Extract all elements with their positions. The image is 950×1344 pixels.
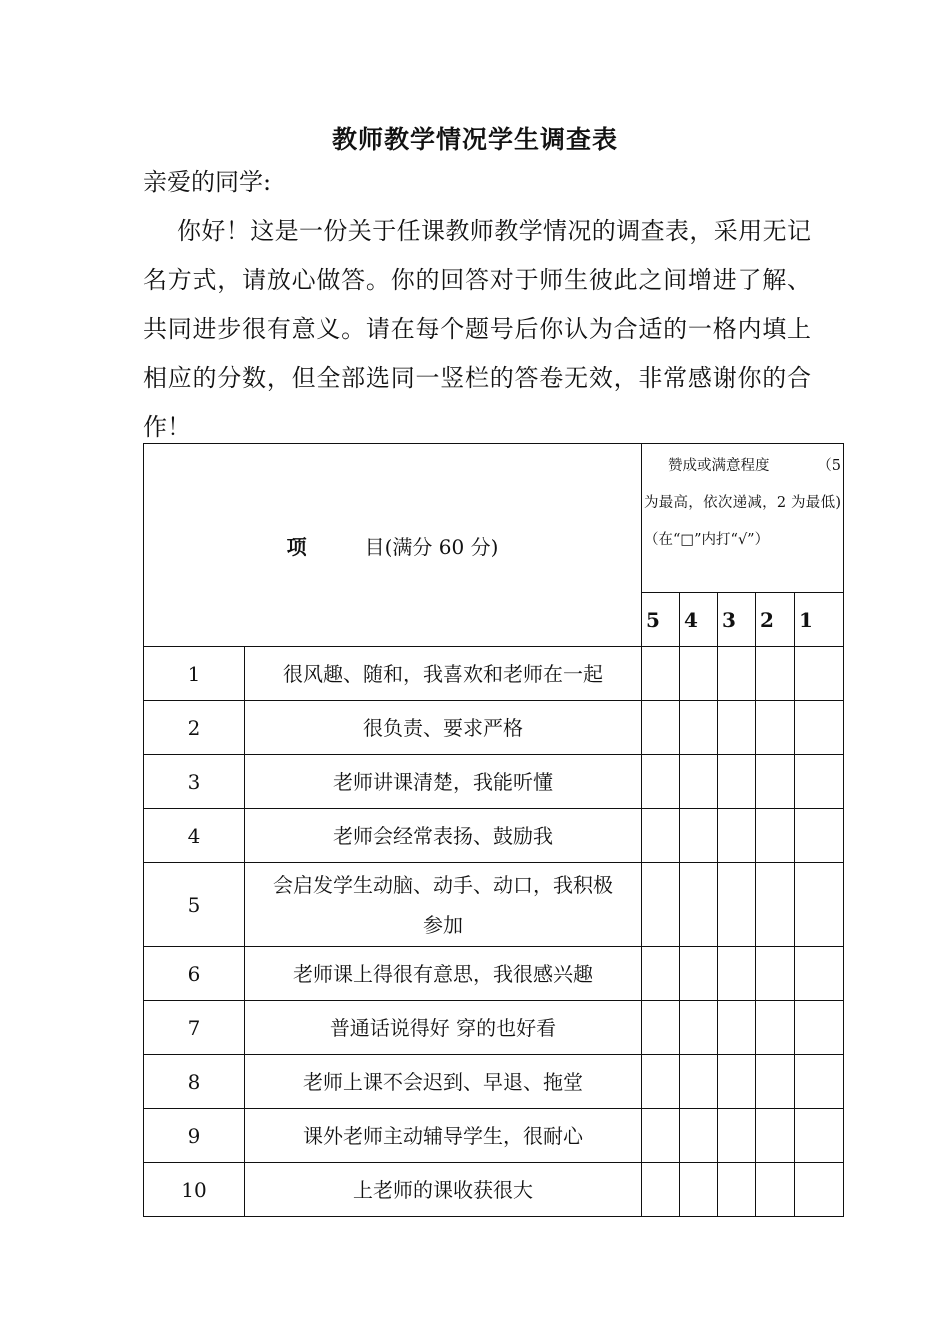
rating-cell-1[interactable] [795, 1055, 844, 1109]
item-number: 4 [144, 809, 245, 863]
rating-cell-4[interactable] [680, 755, 718, 809]
item-text: 上老师的课收获很大 [245, 1163, 642, 1217]
rating-cell-2[interactable] [756, 701, 795, 755]
item-text: 很负责、要求严格 [245, 701, 642, 755]
rating-cell-4[interactable] [680, 701, 718, 755]
rating-cell-1[interactable] [795, 863, 844, 947]
table-row [144, 1001, 844, 1055]
rating-cell-3[interactable] [718, 1163, 756, 1217]
item-text: 老师课上得很有意思，我很感兴趣 [245, 947, 642, 1001]
rating-cell-2[interactable] [756, 647, 795, 701]
rating-cell-5[interactable] [642, 647, 680, 701]
rating-cell-2[interactable] [756, 1001, 795, 1055]
item-text: 老师会经常表扬、鼓励我 [245, 809, 642, 863]
score-header-2: 2 [756, 593, 795, 647]
item-number: 5 [144, 863, 245, 947]
rating-cell-2[interactable] [756, 809, 795, 863]
rating-cell-4[interactable] [680, 647, 718, 701]
rating-cell-4[interactable] [680, 947, 718, 1001]
survey-table [143, 443, 844, 1217]
item-text: 课外老师主动辅导学生，很耐心 [245, 1109, 642, 1163]
rating-cell-5[interactable] [642, 701, 680, 755]
rating-cell-5[interactable] [642, 1001, 680, 1055]
item-header [144, 444, 642, 647]
intro-paragraph: 你好！这是一份关于任课教师教学情况的调查表，采用无记名方式，请放心做答。你的回答对于师生彼此之间增进了解、共同进步很有意义。请在每个题号后你认为合适的一格内填上相应的分数，但全部选同一竖栏的答卷无效，非常感谢你的合作！ [143, 217, 811, 441]
item-number: 6 [144, 947, 245, 1001]
rating-cell-5[interactable] [642, 1055, 680, 1109]
rating-cell-2[interactable] [756, 1109, 795, 1163]
rating-cell-3[interactable] [718, 755, 756, 809]
score-header-5: 5 [642, 593, 680, 647]
item-number: 7 [144, 1001, 245, 1055]
item-text: 老师上课不会迟到、早退、拖堂 [245, 1055, 642, 1109]
rating-cell-1[interactable] [795, 701, 844, 755]
rating-cell-2[interactable] [756, 1055, 795, 1109]
rating-cell-4[interactable] [680, 1001, 718, 1055]
rating-cell-3[interactable] [718, 1001, 756, 1055]
rating-cell-1[interactable] [795, 755, 844, 809]
rating-header [642, 444, 844, 593]
item-number: 1 [144, 647, 245, 701]
rating-cell-4[interactable] [680, 1109, 718, 1163]
rating-cell-1[interactable] [795, 809, 844, 863]
rating-cell-1[interactable] [795, 1001, 844, 1055]
table-row [144, 1109, 844, 1163]
rating-cell-5[interactable] [642, 809, 680, 863]
rating-cell-1[interactable] [795, 1163, 844, 1217]
item-header-suffix: 目(满分 60 分) [364, 534, 499, 559]
item-number: 10 [144, 1163, 245, 1217]
rating-cell-4[interactable] [680, 1163, 718, 1217]
item-number: 9 [144, 1109, 245, 1163]
item-number: 8 [144, 1055, 245, 1109]
item-number: 3 [144, 755, 245, 809]
score-header-4: 4 [680, 593, 718, 647]
rating-header-line1-right: （5 [817, 458, 841, 474]
document-title: 教师教学情况学生调查表 [331, 125, 618, 154]
rating-cell-3[interactable] [718, 647, 756, 701]
rating-cell-5[interactable] [642, 1163, 680, 1217]
table-row [144, 701, 844, 755]
rating-cell-5[interactable] [642, 947, 680, 1001]
rating-cell-1[interactable] [795, 947, 844, 1001]
rating-cell-1[interactable] [795, 647, 844, 701]
rating-cell-1[interactable] [795, 1109, 844, 1163]
rating-cell-2[interactable] [756, 755, 795, 809]
rating-cell-4[interactable] [680, 1055, 718, 1109]
table-row [144, 1055, 844, 1109]
greeting: 亲爱的同学: [143, 168, 272, 196]
rating-cell-4[interactable] [680, 863, 718, 947]
rating-cell-5[interactable] [642, 755, 680, 809]
score-header-1: 1 [795, 593, 844, 647]
rating-header-line1: 赞成或满意程度 [668, 458, 770, 474]
rating-cell-5[interactable] [642, 863, 680, 947]
rating-cell-3[interactable] [718, 809, 756, 863]
item-number: 2 [144, 701, 245, 755]
item-text: 普通话说得好 穿的也好看 [245, 1001, 642, 1055]
rating-cell-3[interactable] [718, 947, 756, 1001]
rating-cell-4[interactable] [680, 809, 718, 863]
table-row [144, 863, 844, 947]
rating-cell-2[interactable] [756, 863, 795, 947]
rating-cell-3[interactable] [718, 701, 756, 755]
table-row [144, 647, 844, 701]
rating-cell-3[interactable] [718, 1055, 756, 1109]
table-row [144, 947, 844, 1001]
item-text: 老师讲课清楚，我能听懂 [245, 755, 642, 809]
item-text: 很风趣、随和，我喜欢和老师在一起 [245, 647, 642, 701]
table-row [144, 755, 844, 809]
score-header-3: 3 [718, 593, 756, 647]
table-row [144, 809, 844, 863]
rating-cell-2[interactable] [756, 1163, 795, 1217]
item-text: 会启发学生动脑、动手、动口，我积极参加 [245, 863, 642, 947]
table-row [144, 1163, 844, 1217]
rating-cell-3[interactable] [718, 863, 756, 947]
item-header-prefix: 项 [286, 534, 307, 559]
rating-header-rest: 为最高，依次递减，2 为最低)（在“□”内打“√”） [644, 495, 841, 548]
rating-cell-3[interactable] [718, 1109, 756, 1163]
rating-cell-5[interactable] [642, 1109, 680, 1163]
rating-cell-2[interactable] [756, 947, 795, 1001]
